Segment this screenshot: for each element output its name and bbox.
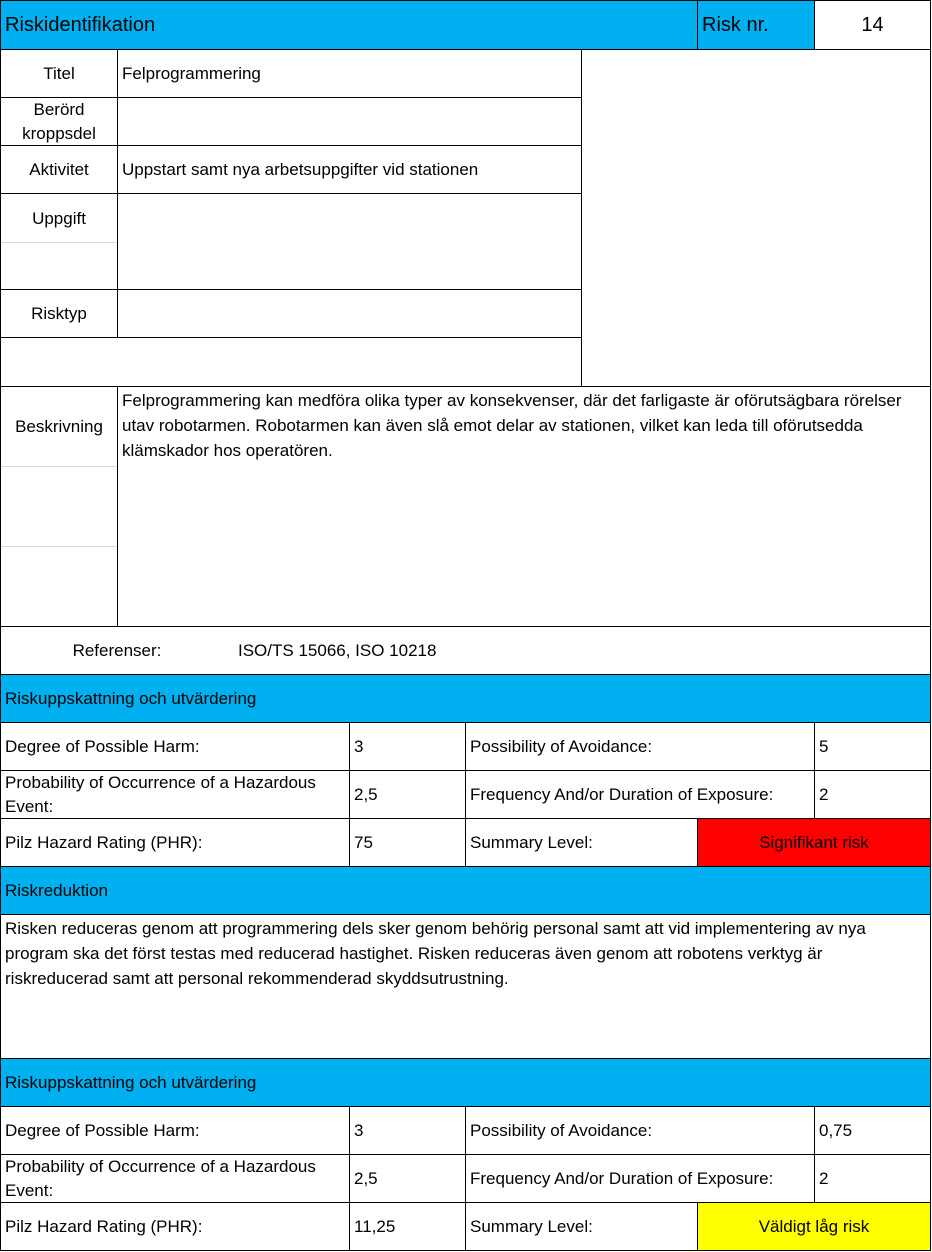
empty-row [0, 337, 582, 387]
beskrivning-label-cell [0, 386, 118, 627]
avoid-value-1: 5 [814, 722, 931, 771]
sheet-title: Riskidentifikation [0, 0, 698, 50]
titel-value: Felprogrammering [117, 49, 582, 98]
frequency-value-1: 2 [814, 770, 931, 819]
uppgift-label-cell [0, 193, 118, 290]
assessment-heading-2: Riskuppskattning och utvärdering [0, 1058, 931, 1107]
probability-label-1: Probability of Occurrence of a Hazardous Event: [0, 770, 350, 819]
uppgift-label: Uppgift [1, 194, 117, 243]
probability-value-2: 2,5 [349, 1154, 466, 1203]
phr-label-2: Pilz Hazard Rating (PHR): [0, 1202, 350, 1251]
phr-label-1: Pilz Hazard Rating (PHR): [0, 818, 350, 867]
summary-badge-2: Väldigt låg risk [697, 1202, 931, 1251]
frequency-label-1: Frequency And/or Duration of Exposure: [465, 770, 815, 819]
phr-value-2: 11,25 [349, 1202, 466, 1251]
beskrivning-label: Beskrivning [1, 387, 117, 467]
avoid-value-2: 0,75 [814, 1106, 931, 1155]
uppgift-value [117, 193, 582, 290]
aktivitet-label: Aktivitet [0, 145, 118, 194]
avoid-label-1: Possibility of Avoidance: [465, 722, 815, 771]
harm-label-1: Degree of Possible Harm: [0, 722, 350, 771]
summary-label-1: Summary Level: [465, 818, 698, 867]
harm-label-2: Degree of Possible Harm: [0, 1106, 350, 1155]
berord-kroppsdel-value [117, 97, 582, 146]
summary-badge-1: Signifikant risk [697, 818, 931, 867]
titel-label: Titel [0, 49, 118, 98]
avoid-label-2: Possibility of Avoidance: [465, 1106, 815, 1155]
riskreduktion-text: Risken reduceras genom att programmering dels sker genom behörig personal samt att vid implementering av nya program ska det först testas med reducerad hastighet. Risken reduceras även genom att robotens verktyg är riskreducerad samt att personal rekommenderad skyddsutrustning. [0, 914, 931, 1059]
frequency-value-2: 2 [814, 1154, 931, 1203]
empty-image-area [581, 49, 931, 387]
summary-label-2: Summary Level: [465, 1202, 698, 1251]
riskreduktion-heading: Riskreduktion [0, 866, 931, 915]
harm-value-2: 3 [349, 1106, 466, 1155]
beskrivning-spacer [1, 467, 117, 547]
frequency-label-2: Frequency And/or Duration of Exposure: [465, 1154, 815, 1203]
aktivitet-value: Uppstart samt nya arbetsuppgifter vid stationen [117, 145, 582, 194]
phr-value-1: 75 [349, 818, 466, 867]
risktyp-value [117, 289, 582, 338]
referenser-label: Referenser: [72, 641, 162, 660]
risk-number-value: 14 [814, 0, 931, 50]
harm-value-1: 3 [349, 722, 466, 771]
risktyp-label: Risktyp [0, 289, 118, 338]
referenser-row [0, 626, 931, 675]
probability-label-2: Probability of Occurrence of a Hazardous Event: [0, 1154, 350, 1203]
beskrivning-value: Felprogrammering kan medföra olika typer av konsekvenser, där det farligaste är oförutsägbara rörelser utav robotarmen. Robotarmen kan även slå emot delar av stationen, vilket kan leda till oförutsedda klämskador hos operatören. [117, 386, 931, 627]
probability-value-1: 2,5 [349, 770, 466, 819]
risk-number-label: Risk nr. [697, 0, 815, 50]
referenser-value: ISO/TS 15066, ISO 10218 [238, 641, 437, 660]
assessment-heading-1: Riskuppskattning och utvärdering [0, 674, 931, 723]
berord-kroppsdel-label: Berörd kroppsdel [0, 97, 118, 146]
